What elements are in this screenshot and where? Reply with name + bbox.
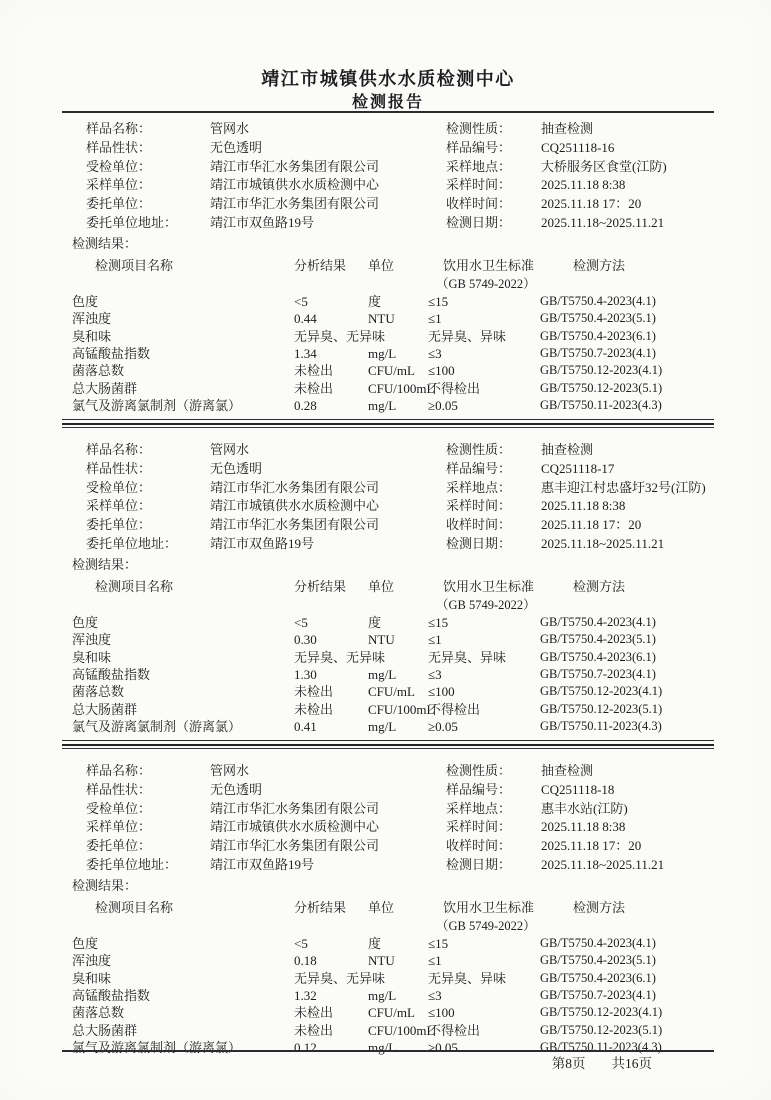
info-row	[446, 516, 714, 535]
cell-result: <5	[294, 935, 308, 951]
info-label: 受检单位：	[86, 800, 152, 816]
cell-method: GB/T5750.4-2023(4.1)	[540, 614, 656, 629]
cell-item: 浑浊度	[72, 311, 112, 327]
cell-item: 浑浊度	[72, 953, 112, 969]
info-row	[62, 479, 446, 498]
info-label: 委托单位：	[86, 838, 152, 854]
cell-method: GB/T5750.12-2023(5.1)	[540, 1022, 663, 1037]
info-row	[62, 781, 446, 800]
table-header-row	[62, 577, 714, 596]
cell-unit: mg/L	[368, 666, 397, 682]
cell-result: 无异臭、无异味	[294, 970, 386, 986]
cell-method: GB/T5750.11-2023(4.3)	[540, 1040, 662, 1055]
info-label: 检测性质：	[446, 763, 512, 779]
cell-item: 菌落总数	[72, 363, 125, 379]
info-row	[62, 139, 446, 158]
cell-standard: ≤3	[428, 345, 442, 361]
report-section	[62, 113, 714, 428]
cell-standard: ≤100	[428, 684, 455, 700]
col-header-unit: 单位	[368, 578, 395, 594]
col-header-result: 分析结果	[294, 899, 347, 915]
cell-standard: ≤15	[428, 293, 449, 309]
col-header-unit: 单位	[368, 257, 395, 273]
col-header-item: 检测项目名称	[95, 257, 174, 273]
cell-method: GB/T5750.4-2023(6.1)	[540, 649, 656, 664]
info-row	[62, 762, 446, 781]
table-row	[62, 397, 714, 414]
info-label: 样品名称：	[86, 121, 152, 136]
info-value: 管网水	[210, 121, 250, 136]
cell-result: 未检出	[294, 701, 334, 717]
cell-unit: mg/L	[368, 987, 397, 1003]
info-row	[62, 497, 446, 516]
info-row	[446, 479, 714, 498]
cell-method: GB/T5750.12-2023(4.1)	[540, 1005, 663, 1020]
page-number: 第8页	[551, 1056, 586, 1071]
info-row	[446, 120, 714, 139]
cell-result: 1.30	[294, 666, 317, 682]
cell-standard: 不得检出	[428, 380, 481, 396]
cell-unit	[368, 649, 428, 666]
total-pages: 共16页	[611, 1056, 652, 1071]
info-value: 靖江市华汇水务集团有限公司	[210, 517, 380, 533]
info-label: 采样地点：	[446, 800, 512, 816]
info-label: 检测日期：	[446, 536, 512, 551]
cell-standard: 不得检出	[428, 1022, 481, 1038]
table-row	[62, 683, 714, 700]
sample-info-left	[62, 120, 446, 233]
cell-standard: 无异臭、异味	[428, 970, 507, 986]
table-row	[62, 970, 714, 987]
page-title: 靖江市城镇供水水质检测中心	[261, 69, 515, 89]
col-header-unit: 单位	[368, 899, 395, 915]
info-label: 委托单位：	[86, 196, 152, 212]
cell-item: 色度	[72, 935, 99, 951]
table-bottom-rule	[62, 740, 714, 741]
info-row	[446, 837, 714, 856]
info-value: 靖江市双鱼路19号	[210, 536, 315, 551]
info-row	[446, 535, 714, 554]
table-row	[62, 952, 714, 969]
cell-item: 氯气及游离氯制剂（游离氯）	[72, 1040, 242, 1056]
sections-host	[62, 113, 714, 1057]
info-label: 样品性状：	[86, 139, 152, 155]
cell-method: GB/T5750.4-2023(5.1)	[540, 311, 656, 326]
info-value: 无色透明	[210, 460, 263, 476]
cell-item: 臭和味	[72, 328, 112, 344]
info-value: 2025.11.18 8:38	[541, 498, 626, 514]
info-value: 2025.11.18 8:38	[541, 177, 626, 193]
table-row	[62, 631, 714, 648]
cell-unit: CFU/mL	[368, 684, 415, 700]
cell-result: 1.32	[294, 987, 317, 1003]
cell-item: 高锰酸盐指数	[72, 666, 151, 682]
cell-method: GB/T5750.12-2023(4.1)	[540, 363, 663, 378]
cell-method: GB/T5750.7-2023(4.1)	[540, 666, 656, 681]
info-label: 检测日期：	[446, 214, 512, 230]
cell-item: 臭和味	[72, 649, 112, 665]
info-row	[446, 781, 714, 800]
cell-method: GB/T5750.4-2023(6.1)	[540, 970, 656, 985]
cell-item: 总大肠菌群	[72, 1022, 138, 1038]
table-row	[62, 328, 714, 345]
cell-method: GB/T5750.7-2023(4.1)	[540, 345, 656, 360]
info-label: 检测性质：	[446, 121, 512, 136]
info-value: 无色透明	[210, 139, 263, 155]
cell-unit: CFU/100mL	[368, 1022, 435, 1038]
col-header-standard-sub: （GB 5749-2022）	[436, 597, 536, 612]
cell-method: GB/T5750.4-2023(6.1)	[540, 328, 656, 343]
cell-item: 浑浊度	[72, 632, 112, 648]
cell-item: 色度	[72, 614, 99, 630]
info-label: 收样时间：	[446, 196, 512, 212]
info-value: 抽查检测	[541, 442, 594, 458]
cell-standard: ≤1	[428, 953, 442, 969]
info-label: 采样单位：	[86, 498, 152, 514]
info-row	[446, 139, 714, 158]
cell-result: 0.30	[294, 632, 317, 648]
cell-standard: ≤15	[428, 935, 449, 951]
cell-standard: ≤3	[428, 666, 442, 682]
info-label: 采样地点：	[446, 479, 512, 495]
info-row	[62, 195, 446, 214]
cell-unit: mg/L	[368, 1040, 397, 1056]
col-header-item: 检测项目名称	[95, 578, 174, 594]
info-row	[446, 762, 714, 781]
page-footer	[62, 1050, 714, 1073]
cell-unit: mg/L	[368, 719, 397, 735]
cell-item: 总大肠菌群	[72, 701, 138, 717]
cell-unit: NTU	[368, 953, 395, 969]
info-row	[62, 856, 446, 875]
section-divider	[62, 744, 714, 750]
cell-result: <5	[294, 614, 308, 630]
info-value: 靖江市城镇供水水质检测中心	[210, 498, 380, 514]
table-row	[62, 987, 714, 1004]
cell-item: 高锰酸盐指数	[72, 345, 151, 361]
table-row	[62, 701, 714, 718]
info-value: 惠丰迎江村忠盛圩32号(江防)	[541, 479, 706, 495]
sample-info	[62, 755, 714, 875]
info-row	[62, 837, 446, 856]
info-row	[62, 441, 446, 460]
cell-standard: ≥0.05	[428, 398, 458, 414]
cell-standard: 无异臭、异味	[428, 649, 507, 665]
cell-result: 0.41	[294, 719, 317, 735]
col-header-standard-sub: （GB 5749-2022）	[436, 276, 536, 291]
table-row	[62, 362, 714, 379]
info-value: 2025.11.18~2025.11.21	[541, 857, 665, 873]
col-header-standard: 饮用水卫生标准	[443, 578, 535, 594]
cell-method: GB/T5750.11-2023(4.3)	[540, 719, 662, 734]
table-row	[62, 380, 714, 397]
cell-unit: CFU/mL	[368, 1005, 415, 1021]
sample-info-right	[446, 762, 714, 875]
info-row	[62, 516, 446, 535]
cell-result: 未检出	[294, 1005, 334, 1021]
info-label: 受检单位：	[86, 479, 152, 495]
info-value: 抽查检测	[541, 121, 594, 136]
info-row	[62, 818, 446, 837]
results-label: 检测结果：	[72, 877, 138, 893]
cell-unit: CFU/mL	[368, 363, 415, 379]
table-row	[62, 649, 714, 666]
results-label: 检测结果：	[72, 235, 138, 251]
info-value: 靖江市双鱼路19号	[210, 857, 315, 873]
cell-method: GB/T5750.11-2023(4.3)	[540, 398, 662, 413]
cell-result: <5	[294, 293, 308, 309]
info-label: 样品编号：	[446, 139, 512, 155]
cell-unit: CFU/100mL	[368, 701, 435, 717]
cell-result: 无异臭、无异味	[294, 649, 386, 665]
info-label: 检测日期：	[446, 857, 512, 873]
info-label: 样品名称：	[86, 763, 152, 779]
col-header-standard-sub: （GB 5749-2022）	[436, 918, 536, 933]
info-value: CQ251118-16	[541, 139, 615, 155]
cell-method: GB/T5750.4-2023(5.1)	[540, 953, 656, 968]
info-value: 靖江市华汇水务集团有限公司	[210, 838, 380, 854]
info-label: 样品名称：	[86, 442, 152, 458]
cell-unit: 度	[368, 935, 382, 951]
info-label: 收样时间：	[446, 517, 512, 533]
cell-standard: ≥0.05	[428, 1040, 458, 1056]
results-label: 检测结果：	[72, 556, 138, 572]
cell-standard: ≤100	[428, 1005, 455, 1021]
cell-standard: ≤1	[428, 311, 442, 327]
section-divider	[62, 423, 714, 429]
cell-unit: mg/L	[368, 398, 397, 414]
table-row	[62, 666, 714, 683]
info-label: 样品编号：	[446, 460, 512, 476]
info-value: 2025.11.18~2025.11.21	[541, 536, 665, 551]
info-value: 靖江市华汇水务集团有限公司	[210, 196, 380, 212]
info-label: 检测性质：	[446, 442, 512, 458]
info-label: 受检单位：	[86, 158, 152, 174]
info-row	[446, 800, 714, 819]
info-value: 2025.11.18 17：20	[541, 517, 642, 533]
info-label: 样品性状：	[86, 781, 152, 797]
cell-item: 总大肠菌群	[72, 380, 138, 396]
cell-standard: ≤100	[428, 363, 455, 379]
col-header-standard: 饮用水卫生标准	[443, 899, 535, 915]
info-value: 靖江市华汇水务集团有限公司	[210, 800, 380, 816]
col-header-result: 分析结果	[294, 257, 347, 273]
info-row	[62, 120, 446, 139]
cell-result: 未检出	[294, 1022, 334, 1038]
info-row	[62, 800, 446, 819]
info-value: 靖江市城镇供水水质检测中心	[210, 819, 380, 835]
info-row	[446, 214, 714, 233]
cell-standard: ≤3	[428, 987, 442, 1003]
info-value: 靖江市华汇水务集团有限公司	[210, 158, 380, 174]
cell-item: 氯气及游离氯制剂（游离氯）	[72, 719, 242, 735]
info-label: 样品性状：	[86, 460, 152, 476]
cell-standard: 不得检出	[428, 701, 481, 717]
cell-item: 菌落总数	[72, 684, 125, 700]
info-row	[62, 176, 446, 195]
cell-method: GB/T5750.12-2023(4.1)	[540, 684, 663, 699]
cell-standard: 无异臭、异味	[428, 328, 507, 344]
info-row	[62, 460, 446, 479]
info-value: 管网水	[210, 763, 250, 779]
info-value: CQ251118-17	[541, 460, 615, 476]
sample-info-left	[62, 441, 446, 554]
info-label: 委托单位地址：	[86, 857, 178, 873]
info-row	[446, 158, 714, 177]
cell-item: 菌落总数	[72, 1005, 125, 1021]
cell-result: 未检出	[294, 380, 334, 396]
info-value: 管网水	[210, 442, 250, 458]
page-subtitle: 检测报告	[351, 94, 424, 111]
cell-standard: ≥0.05	[428, 719, 458, 735]
cell-item: 高锰酸盐指数	[72, 987, 151, 1003]
cell-unit: mg/L	[368, 345, 397, 361]
info-row	[62, 535, 446, 554]
table-row	[62, 345, 714, 362]
info-label: 采样时间：	[446, 498, 512, 514]
cell-unit: NTU	[368, 311, 395, 327]
table-row	[62, 310, 714, 327]
info-row	[446, 460, 714, 479]
table-row	[62, 614, 714, 631]
cell-result: 0.18	[294, 953, 317, 969]
col-header-method: 检测方法	[573, 257, 626, 273]
cell-method: GB/T5750.4-2023(5.1)	[540, 632, 656, 647]
cell-unit	[368, 970, 428, 987]
info-value: 2025.11.18 8:38	[541, 819, 626, 835]
cell-result: 0.12	[294, 1040, 317, 1056]
info-row	[62, 158, 446, 177]
col-header-standard: 饮用水卫生标准	[443, 257, 535, 273]
cell-unit: NTU	[368, 632, 395, 648]
info-row	[446, 441, 714, 460]
sample-info-right	[446, 120, 714, 233]
footer-text	[62, 1052, 714, 1073]
info-label: 采样时间：	[446, 819, 512, 835]
cell-result: 0.44	[294, 311, 317, 327]
table-row	[62, 718, 714, 735]
cell-standard: ≤1	[428, 632, 442, 648]
info-row	[446, 497, 714, 516]
info-value: 无色透明	[210, 781, 263, 797]
cell-method: GB/T5750.4-2023(4.1)	[540, 293, 656, 308]
info-label: 采样单位：	[86, 177, 152, 193]
info-label: 采样时间：	[446, 177, 512, 193]
table-row	[62, 1004, 714, 1021]
info-value: CQ251118-18	[541, 781, 615, 797]
cell-item: 氯气及游离氯制剂（游离氯）	[72, 398, 242, 414]
cell-method: GB/T5750.12-2023(5.1)	[540, 380, 663, 395]
info-label: 采样地点：	[446, 158, 512, 174]
cell-method: GB/T5750.4-2023(4.1)	[540, 935, 656, 950]
info-value: 靖江市华汇水务集团有限公司	[210, 479, 380, 495]
cell-result: 未检出	[294, 684, 334, 700]
info-value: 靖江市城镇供水水质检测中心	[210, 177, 380, 193]
cell-item: 臭和味	[72, 970, 112, 986]
cell-unit	[368, 328, 428, 345]
info-row	[62, 214, 446, 233]
table-header-row	[62, 256, 714, 275]
info-value: 2025.11.18 17：20	[541, 838, 642, 854]
info-label: 样品编号：	[446, 781, 512, 797]
cell-unit: CFU/100mL	[368, 380, 435, 396]
info-label: 委托单位地址：	[86, 214, 178, 230]
info-label: 委托单位地址：	[86, 536, 178, 551]
cell-standard: ≤15	[428, 614, 449, 630]
cell-result: 1.34	[294, 345, 317, 361]
info-value: 惠丰水站(江防)	[541, 800, 628, 816]
cell-unit: 度	[368, 293, 382, 309]
sample-info-left	[62, 762, 446, 875]
report-section	[62, 755, 714, 1057]
info-value: 靖江市双鱼路19号	[210, 214, 315, 230]
info-value: 2025.11.18 17：20	[541, 196, 642, 212]
info-label: 采样单位：	[86, 819, 152, 835]
cell-result: 未检出	[294, 363, 334, 379]
report-section	[62, 434, 714, 749]
table-row	[62, 293, 714, 310]
col-header-method: 检测方法	[573, 578, 626, 594]
sample-info	[62, 434, 714, 554]
cell-result: 0.28	[294, 398, 317, 414]
info-label: 委托单位：	[86, 517, 152, 533]
table-header-row	[62, 898, 714, 917]
sample-info-right	[446, 441, 714, 554]
info-value: 2025.11.18~2025.11.21	[541, 214, 665, 230]
info-row	[446, 856, 714, 875]
table-bottom-rule	[62, 419, 714, 420]
sample-info	[62, 113, 714, 233]
report-content	[62, 68, 714, 1057]
info-value: 抽查检测	[541, 763, 594, 779]
table-row	[62, 935, 714, 952]
col-header-method: 检测方法	[573, 899, 626, 915]
cell-unit: 度	[368, 614, 382, 630]
cell-item: 色度	[72, 293, 99, 309]
cell-method: GB/T5750.7-2023(4.1)	[540, 987, 656, 1002]
info-row	[446, 818, 714, 837]
info-row	[446, 195, 714, 214]
table-row	[62, 1022, 714, 1039]
col-header-item: 检测项目名称	[95, 899, 174, 915]
info-label: 收样时间：	[446, 838, 512, 854]
info-row	[446, 176, 714, 195]
cell-method: GB/T5750.12-2023(5.1)	[540, 701, 663, 716]
cell-result: 无异臭、无异味	[294, 328, 386, 344]
col-header-result: 分析结果	[294, 578, 347, 594]
info-value: 大桥服务区食堂(江防)	[541, 158, 667, 174]
